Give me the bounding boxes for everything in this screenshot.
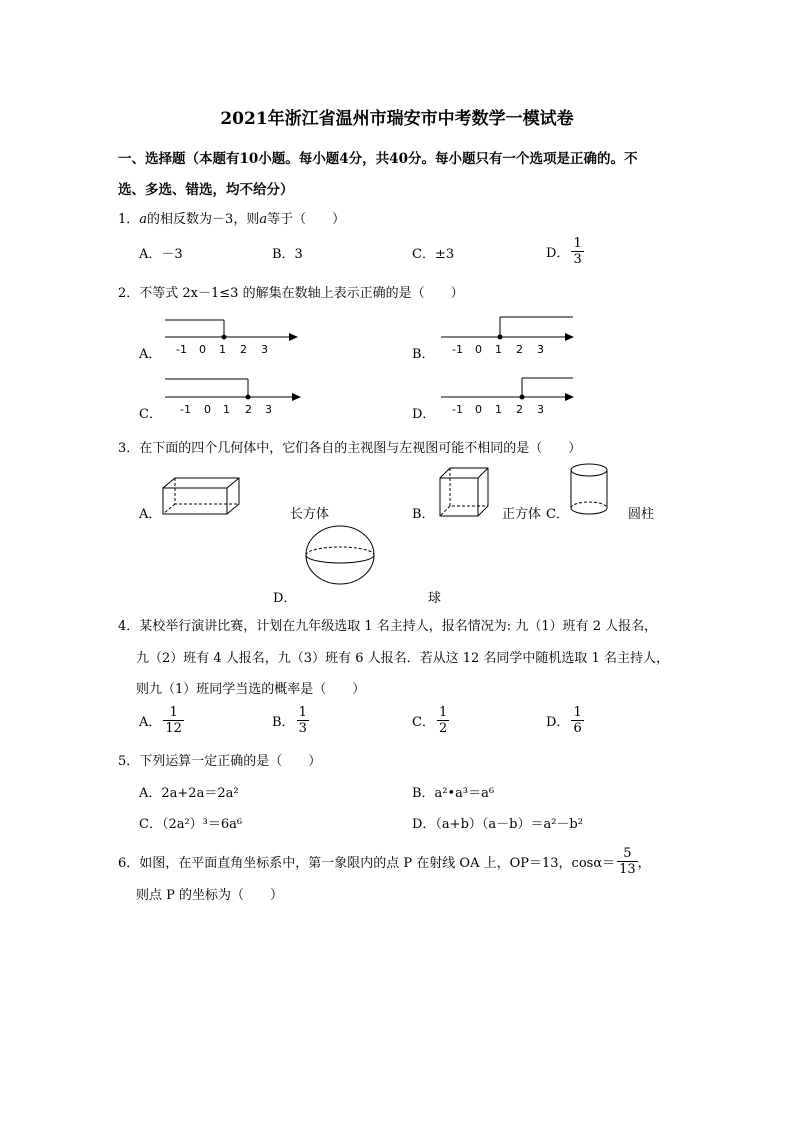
tick-label: 2 [245, 403, 252, 416]
cylinder-figure [568, 462, 612, 518]
question-6-line2: 则点 P 的坐标为（ ） [136, 888, 284, 903]
numerator: 1 [573, 236, 582, 251]
tick-label: 3 [537, 343, 544, 356]
tick-label: 1 [495, 403, 502, 416]
question-4-line2: 九（2）班有 4 人报名，九（3）班有 6 人报名．若从这 12 名同学中随机选取 1 名主持人， [136, 651, 669, 666]
q2-option-d: D． [412, 407, 436, 422]
number-line-c [160, 375, 305, 420]
tick-label: 3 [261, 343, 268, 356]
q4-option-c-fraction [437, 705, 449, 736]
question-2-stem: 2．不等式 2x－1≤3 的解集在数轴上表示正确的是（ ） [118, 286, 464, 301]
tick-label: 1 [219, 343, 226, 356]
q2-option-b: B． [412, 347, 435, 362]
q1-option-d-label: D． [546, 246, 570, 261]
tick-label: 0 [204, 403, 211, 416]
q4-option-d [546, 705, 584, 736]
denominator: 3 [573, 252, 582, 267]
q5-option-c: C．（2a²）³＝6a⁶ [139, 817, 243, 832]
denominator: 12 [165, 721, 182, 736]
question-4-line3: 则九（1）班同学当选的概率是（ ） [136, 682, 366, 697]
q3-option-d-name: 球 [428, 591, 442, 606]
tick-label: 0 [475, 403, 482, 416]
q1-var-a: a [139, 212, 148, 227]
tick-label: -1 [452, 343, 463, 356]
section-heading-line1: 一、选择题（本题有10小题。每小题4分，共40分。每小题只有一个选项是正确的。不 [118, 151, 638, 167]
tick-label: 1 [495, 343, 502, 356]
numerator: 1 [438, 705, 448, 720]
q6-comma: ， [637, 856, 651, 871]
question-4-line1: 4．某校举行演讲比赛，计划在九年级选取 1 名主持人，报名情况为: 九（1）班有 2 人报名， [118, 619, 658, 634]
q3-option-b-name: 正方体 [502, 507, 542, 522]
tick-label: 0 [475, 343, 482, 356]
q1-option-c: C．±3 [412, 247, 455, 262]
denominator: 13 [619, 862, 636, 877]
numerator: 1 [163, 705, 184, 721]
numerator: 5 [617, 846, 638, 862]
tick-label: 2 [516, 403, 523, 416]
number-line-d [436, 373, 576, 418]
denominator: 6 [573, 721, 582, 736]
tick-label: -1 [452, 403, 463, 416]
q3-option-d: D． [273, 591, 297, 606]
q1-option-d [546, 236, 584, 267]
q4-option-b [272, 705, 309, 736]
denominator: 3 [298, 721, 307, 736]
q4-option-a-label: A． [139, 715, 162, 730]
question-6-line1 [118, 846, 651, 877]
q1-option-b: B．3 [272, 247, 303, 262]
q1-text-end: 等于（ ） [267, 212, 346, 227]
q4-option-c-label: C． [412, 715, 435, 730]
cube-figure [437, 466, 491, 518]
q5-option-a: A．2a+2a＝2a² [139, 786, 239, 801]
q4-option-b-label: B． [272, 715, 295, 730]
denominator: 2 [438, 721, 448, 736]
question-1-stem [118, 208, 345, 227]
numerator: 1 [573, 705, 582, 720]
q3-option-c: C． [546, 507, 569, 522]
tick-label: -1 [176, 343, 187, 356]
tick-label: -1 [180, 403, 191, 416]
tick-label: 3 [265, 403, 272, 416]
sphere-figure [304, 524, 378, 586]
number-line-a [160, 315, 300, 360]
q3-option-a: A． [139, 507, 162, 522]
cuboid-figure [160, 476, 240, 518]
q1-text: 的相反数为－3，则 [147, 212, 260, 227]
q6-text: 6．如图，在平面直角坐标系中，第一象限内的点 P 在射线 OA 上，OP＝13，cosα＝ [118, 856, 616, 871]
q3-option-a-name: 长方体 [290, 507, 330, 522]
q4-option-d-label: D． [546, 715, 570, 730]
question-3-stem: 3．在下面的四个几何体中，它们各自的主视图与左视图可能不相同的是（ ） [118, 441, 582, 456]
q4-option-b-fraction [297, 705, 309, 736]
section-heading-line2: 选、多选、错选，均不给分） [118, 182, 294, 198]
q1-option-d-fraction [571, 236, 583, 267]
tick-label: 2 [516, 343, 523, 356]
numerator: 1 [298, 705, 307, 720]
tick-label: 2 [240, 343, 247, 356]
q1-var-a2: a [259, 212, 268, 227]
q6-cos-fraction [617, 846, 638, 877]
q3-option-b: B． [412, 507, 435, 522]
tick-label: 0 [199, 343, 206, 356]
q1-option-a: A．－3 [139, 247, 183, 262]
tick-label: 3 [537, 403, 544, 416]
q4-option-c [412, 705, 449, 736]
q1-number: 1． [118, 212, 140, 227]
q3-option-c-name: 圆柱 [628, 507, 655, 522]
q2-option-c: C． [139, 407, 162, 422]
q5-option-b: B．a²•a³＝a⁶ [412, 786, 495, 801]
q2-option-a: A． [139, 347, 162, 362]
tick-label: 1 [223, 403, 230, 416]
number-line-b [436, 313, 576, 358]
q4-option-d-fraction [571, 705, 583, 736]
q4-option-a [139, 705, 184, 736]
q4-option-a-fraction [163, 705, 184, 736]
page-title: 2021年浙江省温州市瑞安市中考数学一模试卷 [220, 109, 574, 129]
question-5-stem: 5．下列运算一定正确的是（ ） [118, 754, 322, 769]
q5-option-d: D．（a+b）（a－b）＝a²－b² [412, 817, 583, 832]
